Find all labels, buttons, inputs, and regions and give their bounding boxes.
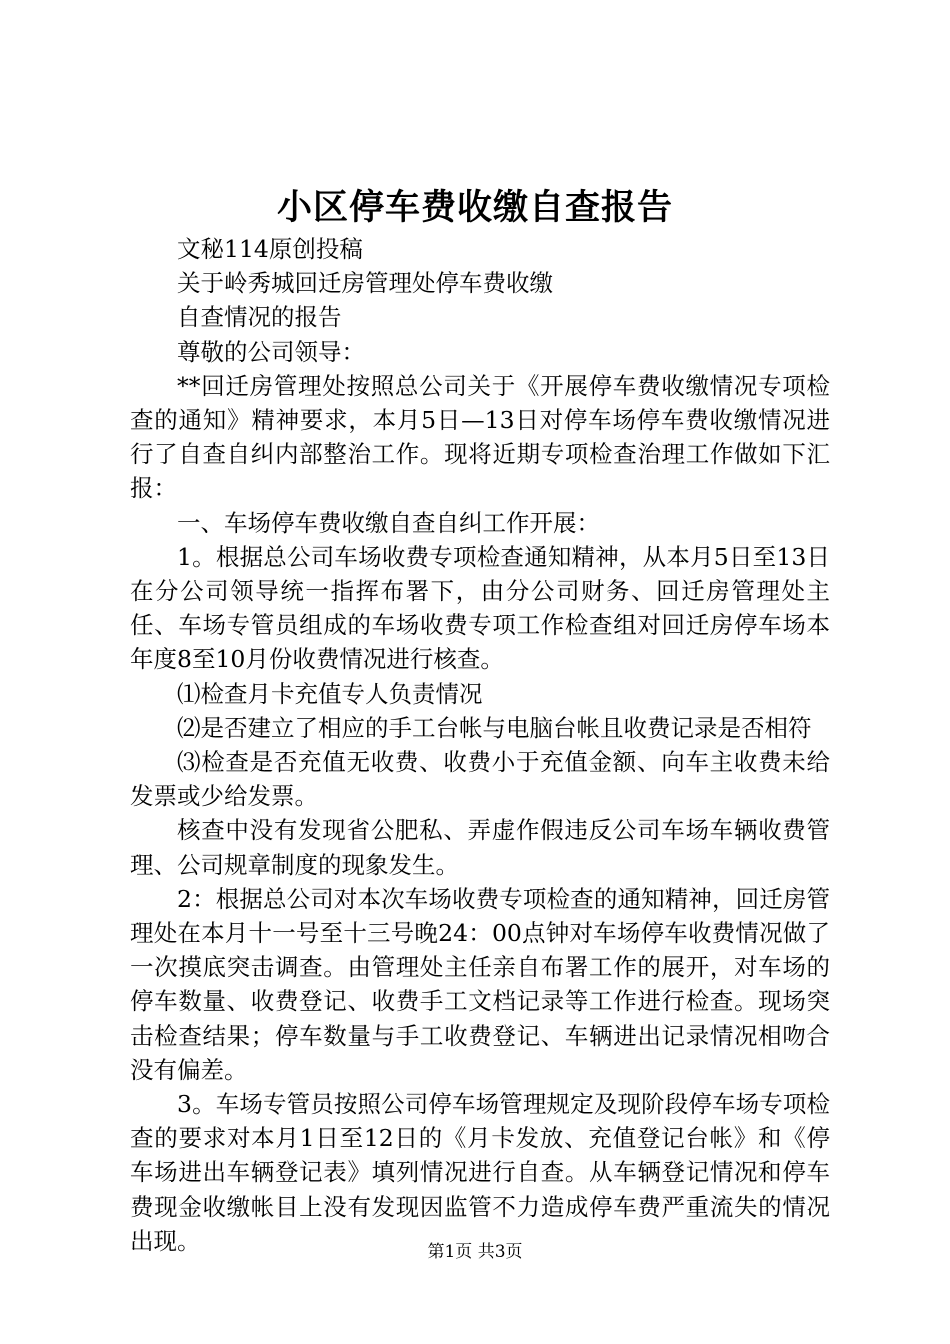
paragraph-report-subject-line-1: 关于岭秀城回迁房管理处停车费收缴 bbox=[177, 269, 553, 298]
page-number-footer: 第1页 共3页 bbox=[427, 1242, 523, 1262]
paragraph-section-heading: 一、车场停车费收缴自查自纠工作开展： bbox=[177, 508, 600, 537]
paragraph-check-1: ⑴检查月卡充值专人负责情况 bbox=[177, 679, 483, 708]
paragraph-item-2: 2：根据总公司对本次车场收费专项检查的通知精神，回迁房管理处在本月十一号至十三号晚24：00点钟对车场停车收费情况做了一次摸底突击调查。由管理处主任亲自布署工作的展开，对车场的停车数量、收费登记、收费手工文档记录等工作进行检查。现场突击检查结果；停车数量与手工收费登记、车辆进出记录情况相吻合没有偏差。 bbox=[130, 884, 830, 1084]
paragraph-salutation: 尊敬的公司领导： bbox=[177, 337, 365, 366]
paragraph-item-1: 1。根据总公司车场收费专项检查通知精神，从本月5日至13日在分公司领导统一指挥布署下，由分公司财务、回迁房管理处主任、车场专管员组成的车场收费专项工作检查组对回迁房停车场本年度8至10月份收费情况进行核查。 bbox=[130, 542, 830, 674]
paragraph-report-subject-line-2: 自查情况的报告 bbox=[177, 303, 342, 332]
document-title: 小区停车费收缴自查报告 bbox=[276, 187, 673, 228]
paragraph-source-note: 文秘114原创投稿 bbox=[177, 235, 363, 263]
paragraph-findings: 核查中没有发现省公肥私、弄虚作假违反公司车场车辆收费管理、公司规章制度的现象发生。 bbox=[130, 816, 830, 879]
paragraph-check-3: ⑶检查是否充值无收费、收费小于充值金额、向车主收费未给发票或少给发票。 bbox=[130, 748, 830, 811]
document-body bbox=[130, 232, 830, 1258]
paragraph-introduction: **回迁房管理处按照总公司关于《开展停车费收缴情况专项检查的通知》精神要求，本月5日—13日对停车场停车费收缴情况进行了自查自纠内部整治工作。现将近期专项检查治理工作做如下汇报： bbox=[130, 371, 830, 503]
paragraph-check-2: ⑵是否建立了相应的手工台帐与电脑台帐且收费记录是否相符 bbox=[177, 713, 812, 742]
paragraph-item-3: 3。车场专管员按照公司停车场管理规定及现阶段停车场专项检查的要求对本月1日至12日的《月卡发放、充值登记台帐》和《停车场进出车辆登记表》填列情况进行自查。从车辆登记情况和停车费现金收缴帐目上没有发现因监管不力造成停车费严重流失的情况出现。 bbox=[130, 1090, 830, 1255]
